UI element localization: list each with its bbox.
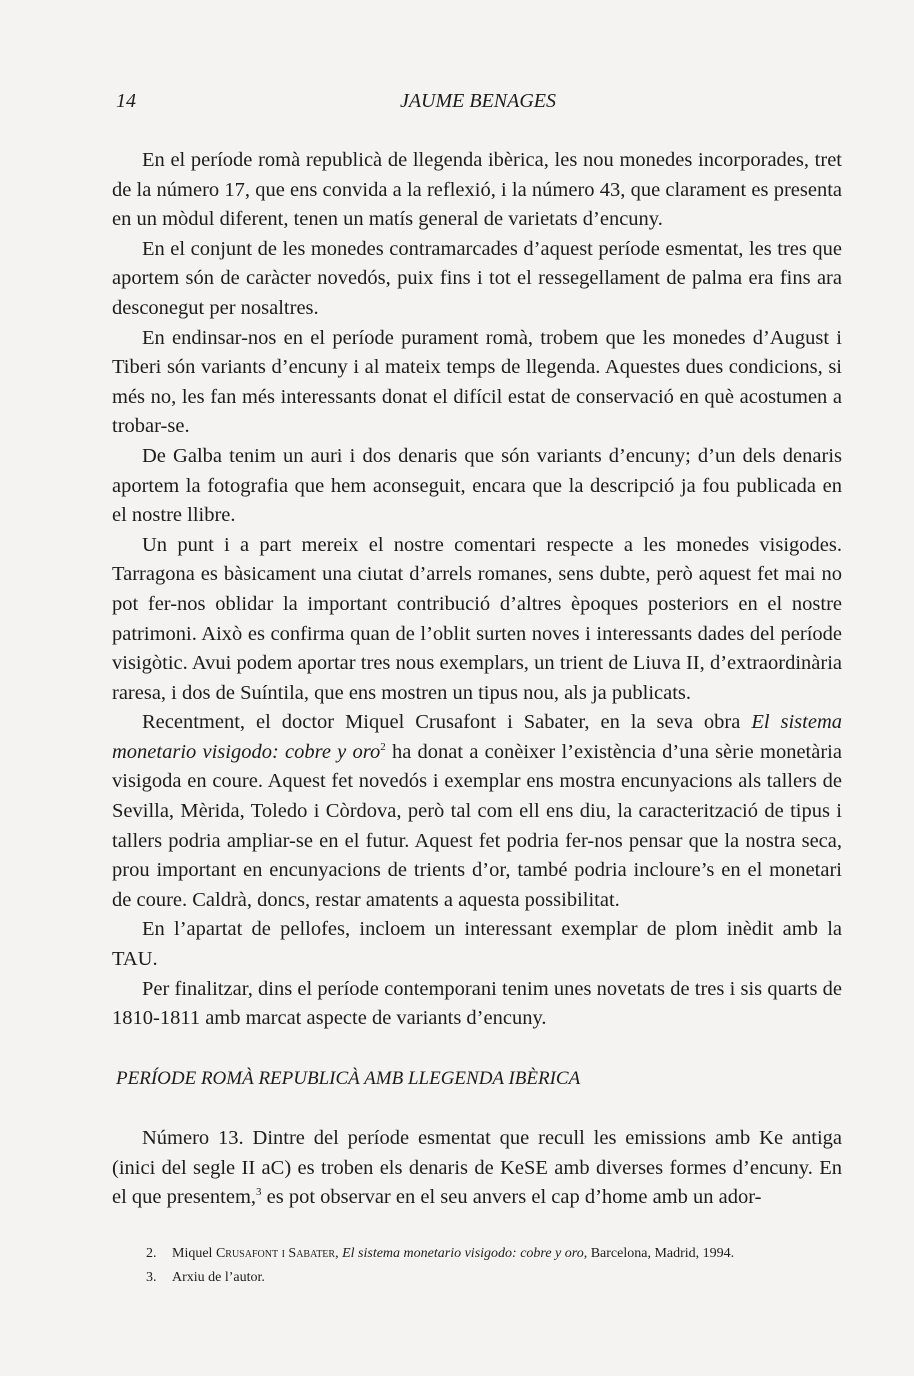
body-text-section (112, 1124, 842, 1213)
footnote-number: 3. (146, 1270, 157, 1285)
running-head (116, 90, 840, 118)
footnote-author: Crusafont i Sabater (215, 1246, 336, 1261)
footnote-3 (146, 1266, 842, 1290)
footnote-text: Arxiu de l’autor. (172, 1270, 265, 1285)
footnote-ref: 2 (380, 741, 386, 754)
footnotes (146, 1242, 842, 1290)
footnote-ref: 3 (256, 1186, 262, 1199)
paragraph-crusafont (112, 708, 842, 915)
paragraph-text: . (152, 948, 158, 971)
paragraph-text: Recentment, el doctor Miquel Crusafont i Sabater, en la seva obra (142, 711, 752, 734)
section-heading: PERÍODE ROMÀ REPUBLICÀ AMB LLEGENDA IBÈRICA (116, 1068, 581, 1089)
paragraph-text: ha donat a conèixer l’existència d’una sèrie monetària visigoda en coure. Aquest fet novedós i exemplar ens mostra encunyacions als tallers de Sevilla, Mèrida, Toledo i Còrdova, però tal com ell ens diu, la caracterització de tipus i tallers podria ampliar-se en el futur. Aquest fet podria fer-nos pensar que la nostra seca, prou important en encunyacions de trients d’or, també podria incloure’s en el monetari de coure. Caldrà, doncs, restar amatents a aquesta possibilitat. (112, 740, 842, 911)
footnote-text: , Barcelona, Madrid, 1994. (583, 1246, 735, 1261)
footnote-text: , (335, 1246, 343, 1261)
roman-numeral: II (241, 1156, 256, 1179)
paragraph-text: En l’apartat de pellofes, incloem un interessant exemplar de plom inèdit amb la (142, 918, 842, 941)
paragraph-pellofes (112, 915, 842, 974)
paragraph: En el període romà republicà de llegenda ibèrica, les nou monedes incorporades, tret de la número 17, que ens convida a la reflexió, i la número 43, que clarament es presenta en un mòdul diferent, tenen un matís general de varietats d’encuny. (112, 149, 842, 231)
paragraph-text: es pot observar en el seu anvers el cap d’home amb un ador- (261, 1186, 762, 1209)
paragraph: En endinsar-nos en el període purament romà, trobem que les monedes d’August i Tiberi són variants d’encuny i al mateix temps de llegenda. Aquestes dues condicions, si més no, les fan més interessants donat el difícil estat de conservació en què acostumen a trobar-se. (112, 326, 842, 438)
paragraph: De Galba tenim un auri i dos denaris que són variants d’encuny; d’un dels denaris aportem la fotografia que hem aconseguit, encara que la descripció ja fou publicada en el nostre llibre. (112, 444, 842, 527)
body-text (112, 146, 842, 1034)
paragraph-text: Número 13. Dintre del període esmentat que recull les emissions amb Ke antiga (inici del segle (112, 1127, 842, 1179)
small-caps-word: TAU (112, 948, 153, 971)
paragraph-text: aC) es troben els denaris de KeSE amb diverses formes d’encuny. En el que presentem, (112, 1156, 842, 1209)
paragraph: En el conjunt de les monedes contramarcades d’aquest període esmentat, les tres que aportem són de caràcter novedós, puix fins i tot el ressegellament de palma era fins ara desconegut per nosaltres. (112, 237, 842, 319)
paragraph: Per finalitzar, dins el període contemporani tenim unes novetats de tres i sis quarts de 1810-1811 amb marcat aspecte de variants d’encuny. (112, 977, 842, 1030)
footnote-number: 2. (146, 1246, 157, 1261)
footnote-book-title: El sistema monetario visigodo: cobre y oro (342, 1246, 584, 1261)
footnote-text: Miquel (172, 1246, 216, 1261)
footnote-2 (146, 1242, 842, 1266)
book-title: El sistema monetario visigodo: cobre y oro (112, 711, 842, 763)
paragraph-numero-13 (112, 1124, 842, 1213)
running-title: JAUME BENAGES (399, 90, 557, 112)
page-number: 14 (116, 90, 136, 112)
paragraph: Un punt i a part mereix el nostre comentari respecte a les monedes visigodes. Tarragona es bàsicament una ciutat d’arrels romanes, sens dubte, però aquest fet mai no pot fer-nos oblidar la important contribució d’altres èpoques posteriors en el nostre patrimoni. Això es confirma quan de l’oblit surten noves i interessants dades del període visigòtic. Avui podem aportar tres nous exemplars, un trient de Liuva II, d’extraordinària raresa, i dos de Suíntila, que ens mostren un tipus nou, als ja publicats. (112, 533, 842, 704)
